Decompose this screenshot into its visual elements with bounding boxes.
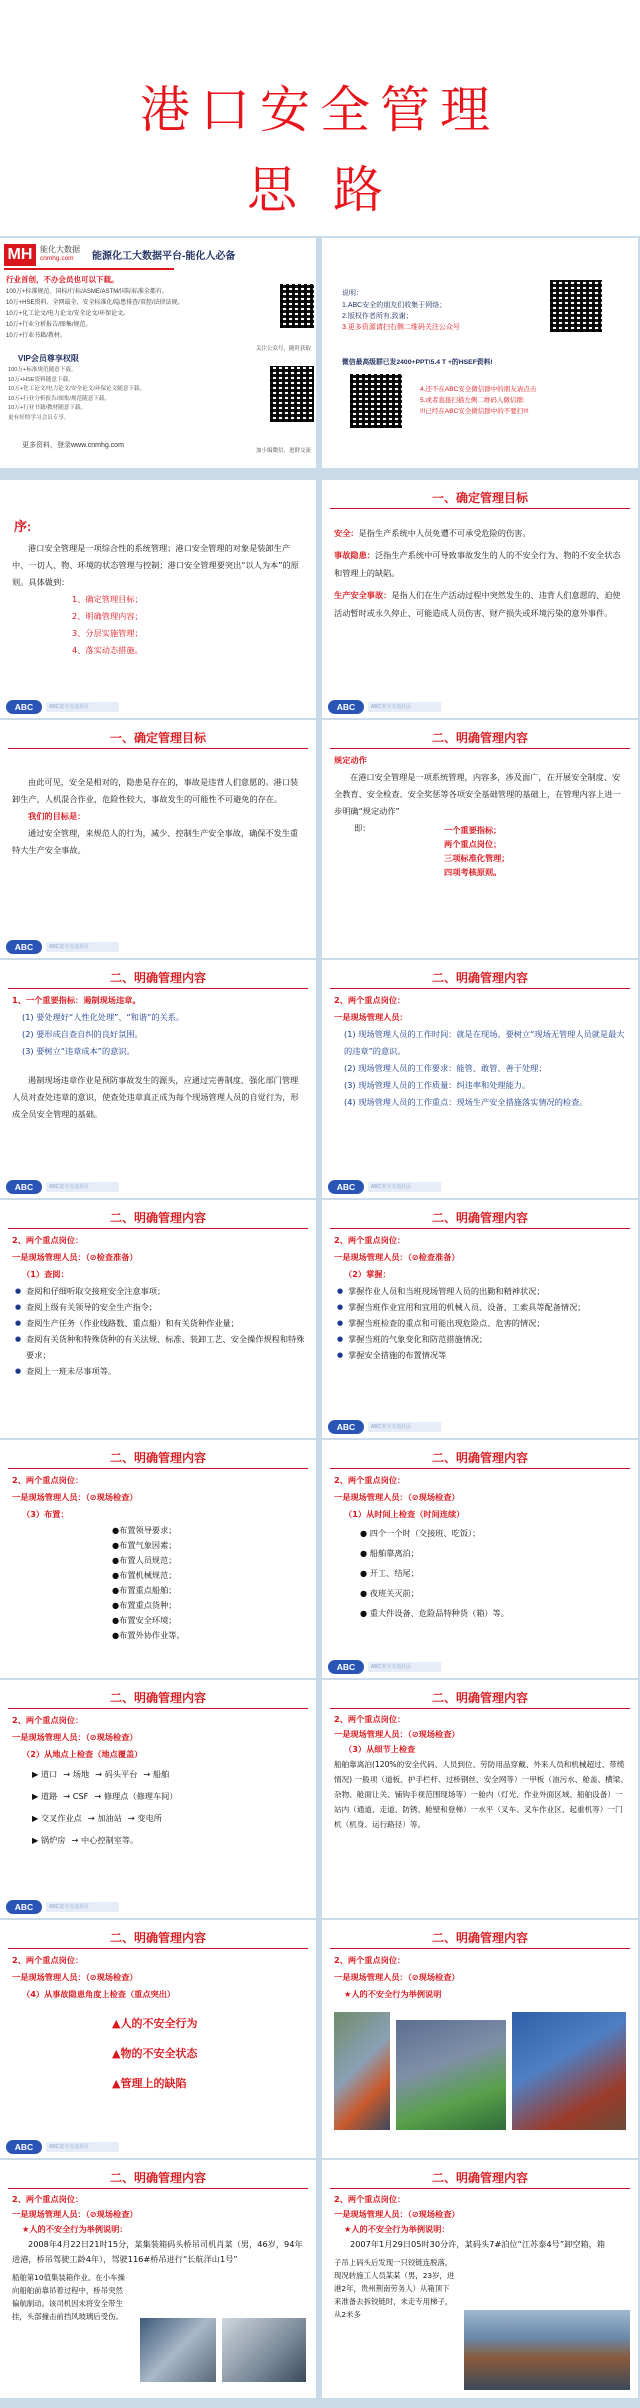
title-rule (8, 988, 308, 989)
heading: ★人的不安全行为举例说明 (344, 1989, 442, 1999)
heading: 一是现场管理人员：（⊘现场检查） (334, 2209, 460, 2219)
paragraph: 2008年4月22日21时15分，某集装箱码头桥吊司机肖某（男，46岁，94年进港，桥吊驾驶工龄4年），驾驶116#桥吊进行“长航洋山1号” (12, 2239, 303, 2264)
brand-logo: MH (4, 244, 36, 266)
slide-grasp (322, 1200, 638, 1438)
slide-title: 一、确定管理目标 (109, 731, 206, 745)
definition-term: 事故隐患： (334, 550, 375, 560)
list-item: (3) 要树立“违章成本”的意识。 (22, 1046, 135, 1056)
list-text: 管理上的缺陷 (120, 2077, 187, 2090)
qr-caption: 加小编微信，进群交流 (256, 448, 312, 454)
title-rule (8, 1708, 308, 1709)
heading: （2）掌握： (344, 1269, 391, 1279)
ad-items (6, 287, 186, 342)
list-item: 四项考核原则。 (444, 867, 502, 877)
list-item: ● 掌握当班检查的重点和可能出现危险点、危害的情况； (348, 1315, 628, 1331)
list-item: ● 开工、结尾； (360, 1568, 419, 1578)
notice-line: 1.ABC安全的朋友们收集于网络； (342, 302, 447, 309)
list-text: 布置气象因素； (119, 1540, 177, 1550)
flow-node: 船舶 (152, 1769, 170, 1779)
title-rule (330, 748, 630, 749)
list-item: 3、分层实施管理； (72, 628, 143, 638)
definition-term: 安全： (334, 528, 359, 538)
heading: 一是现场管理人员：（⊘现场检查） (334, 1972, 460, 1982)
subheading: 规定动作 (334, 755, 367, 765)
slide-body (334, 524, 628, 622)
slide-title: 二、明确管理内容 (431, 2171, 528, 2185)
slide-key-indicator (0, 960, 316, 1198)
ad-item: 10万+化工论文/电力论文/安全论文/环保论文。 (6, 311, 130, 317)
flow-node: 加油站 (97, 1813, 122, 1823)
notice-red-line: 4.还不在ABC安全微信群中的朋友请点击 (420, 386, 537, 393)
list-text: 布置人员规范； (119, 1555, 177, 1565)
qr-code-icon (270, 366, 314, 422)
list-text: 物的不安全状态 (120, 2047, 198, 2060)
title-rule (330, 1468, 630, 1469)
heading: 一是现场管理人员：（⊘检查准备） (12, 1252, 138, 1262)
list-item: (2) 现场管理人员的工作要求：能管、敢管、善于处理； (344, 1063, 547, 1073)
slide-title: 二、明确管理内容 (109, 1931, 206, 1945)
deck-photo (512, 2012, 626, 2130)
title-rule (330, 1708, 630, 1709)
slide-goal-definitions (322, 480, 638, 718)
title-rule (8, 1468, 308, 1469)
flow-node: 修理点（修理车间） (103, 1791, 178, 1801)
list-item: ●布置重点货种； (112, 1600, 177, 1610)
heading: 2、两个重点岗位： (12, 1955, 84, 1965)
slide-footer (328, 1420, 478, 1434)
slide-body (12, 1712, 306, 1851)
slide-body (334, 992, 628, 1111)
heading: 一是现场管理人员：（⊘现场检查） (12, 2209, 138, 2219)
list-text: 四个一个时（交接班、吃饭）； (369, 1528, 481, 1538)
list-text: 分层实施管理； (85, 628, 143, 638)
list-item: ● 夜班关灭前； (360, 1588, 419, 1598)
footer-text: ABC安全交流社区 (368, 702, 441, 712)
goal-label: 我们的目标是： (28, 811, 86, 821)
slide-preface (0, 480, 316, 718)
list-text: 布置重点货种； (119, 1600, 177, 1610)
vip-item: 10万+行业分析报告/图集/规范随意下载。 (8, 395, 111, 402)
slide-body (12, 774, 306, 859)
slide-footer (328, 700, 478, 714)
slide-title: 二、明确管理内容 (109, 971, 206, 985)
list-text: 确定管理目标； (85, 594, 143, 604)
qr-code-icon (550, 280, 602, 332)
list-text: 人的不安全行为 (120, 2017, 198, 2030)
vip-item: 10万+行业书籍/教材随意下载。 (8, 405, 87, 411)
cover-subtitle: 思 路 (247, 161, 393, 219)
definition-text: 泛指生产系统中可导致事故发生的人的不安全行为、物的不安全状态和管理上的缺陷。 (334, 550, 621, 578)
slide-footer (6, 2140, 156, 2154)
title-rule (330, 1228, 630, 1229)
list-item: ● 查阅和仔细听取交接班安全注意事项； (26, 1283, 306, 1299)
list-item: ● 掌握当班的气象变化和防范措施情况； (348, 1331, 628, 1347)
list-item: ●布置重点船舶； (112, 1585, 177, 1595)
definition-row (334, 524, 628, 542)
slide-body (334, 1952, 628, 2003)
flow-node: 中心控制室等。 (80, 1835, 139, 1845)
heading: 1、一个重要指标：遏制现场违章。 (12, 995, 141, 1005)
slide-unsafe-example-2 (322, 2160, 638, 2398)
slide-two-posts (322, 960, 638, 1198)
list-text: 重大件设备、危险品特种货（箱）等。 (369, 1608, 509, 1618)
list-item: 一个重要指标； (444, 825, 502, 835)
ad-divider (4, 268, 174, 270)
heading: （3）从细节上检查 (344, 1744, 416, 1754)
list-text: 落实动态措施。 (85, 645, 143, 655)
list-text: 布置机械规范； (119, 1570, 177, 1580)
group-line: 微信最高级群已发2400+PPT\5.4 T +的HSEF资料! (342, 359, 493, 366)
list-text: 布置安全环境； (119, 1615, 177, 1625)
list-text: 开工、结尾； (369, 1568, 419, 1578)
list-item: ●布置领导要求； (112, 1525, 177, 1535)
flow-node: 变电所 (137, 1813, 162, 1823)
paragraph: 2007年1月29日05时30分许，某码头7#泊位“江苏泰4号”卸空箱，箱 (350, 2239, 606, 2249)
slide-title: 二、明确管理内容 (431, 1931, 528, 1945)
title-rule (330, 2188, 630, 2189)
list-item: 两个重点岗位； (444, 839, 502, 849)
heading: （1）从时间上检查（时间连续） (344, 1509, 465, 1519)
list-item: (1) 要处理好“人性化处理”、“和谐”的关系。 (22, 1012, 185, 1022)
slide-body (12, 1952, 306, 2099)
vip-item: 更有好的学习会员专享。 (8, 414, 70, 421)
title-rule (8, 1948, 308, 1949)
paragraph: 船舶第10值集装箱作业。在小车操向船舶前靠吊着过程中，桥吊突然偏航制动。该司机因未将安全带生挂，头部撞击前挡风玻璃后受伤。 (12, 2273, 125, 2321)
footer-text: ABC安全交流社区 (46, 1182, 119, 1192)
list-item: ●布置机械规范； (112, 1570, 177, 1580)
worker-photo (334, 2012, 390, 2130)
list-item: ●布置人员规范； (112, 1555, 177, 1565)
slide-body (12, 540, 306, 659)
abc-logo: ABC (6, 700, 42, 714)
qr-code-icon (350, 374, 402, 428)
notice-label: 说明： (342, 290, 363, 297)
list-item: ● 掌握安全措施的布置情况等 (348, 1347, 628, 1363)
slide-title: 一、确定管理目标 (431, 491, 528, 505)
heading: （1）查阅： (22, 1269, 69, 1279)
slide-title: 二、明确管理内容 (109, 1451, 206, 1465)
heading: ★人的不安全行为举例说明： (22, 2224, 128, 2234)
control-photo (222, 2318, 306, 2382)
slide-title: 二、明确管理内容 (109, 1691, 206, 1705)
ad-item: 10万+行业书籍/教材。 (6, 333, 66, 339)
slide-body (334, 2192, 628, 2321)
list-item: ●布置安全环境； (112, 1615, 177, 1625)
label: 即： (354, 823, 371, 833)
slide-body (334, 1232, 628, 1363)
notice-red-line: !!!已经在ABC安全微信群中的不要扫!!! (420, 408, 529, 415)
slide-title: 二、明确管理内容 (109, 1211, 206, 1225)
brand-name: 能化大数据 (40, 245, 80, 254)
slide-body (334, 752, 628, 879)
list-item: ● 查阅生产任务（作业线路数、重点船）和有关货种作业量； (26, 1315, 306, 1331)
flow-row: ▶ 道口 → 场地 → 码头平台 → 船舶 (32, 1763, 306, 1785)
list-text: 布置外协作业等。 (119, 1630, 185, 1640)
abc-logo: ABC (6, 940, 42, 954)
footer-text: ABC安全交流社区 (368, 1662, 441, 1672)
footer-text: ABC安全交流社区 (46, 1902, 119, 1912)
slide-unsafe-example-1 (0, 2160, 316, 2398)
slide-title: 二、明确管理内容 (431, 1691, 528, 1705)
slide-content-rules (322, 720, 638, 958)
list-item: ● 船舶靠离泊； (360, 1548, 419, 1558)
footer-text: ABC安全交流社区 (46, 942, 119, 952)
abc-logo: ABC (6, 1180, 42, 1194)
heading: 一是现场管理人员：（⊘检查准备） (334, 1252, 460, 1262)
container-photo (464, 2310, 630, 2390)
list-item: ▲管理上的缺陷 (112, 2077, 187, 2090)
cabin-photo (140, 2318, 216, 2382)
flow-node: 锅炉房 (40, 1835, 66, 1845)
heading: ★人的不安全行为举例说明： (344, 2224, 450, 2234)
ad-item: 100万+标准规范、国标/行标/ASME/ASTM/国际标准全都有。 (6, 289, 168, 295)
heading: 2、两个重点岗位： (334, 1475, 406, 1485)
slide-footer (6, 1900, 156, 1914)
cover-title: 港口安全管理 (140, 81, 500, 139)
flow-node: 码头平台 (104, 1769, 138, 1779)
heading: 2、两个重点岗位： (12, 1715, 84, 1725)
list-text: 布置领导要求； (119, 1525, 177, 1535)
list-item: 1、确定管理目标； (72, 594, 143, 604)
slide-body (12, 1232, 306, 1379)
ship-photo (396, 2020, 506, 2130)
list-item: (2) 要形成自查自纠的良好氛围。 (22, 1029, 143, 1039)
list-item: ● 查阅有关货种和特殊货种的有关法规、标准、装卸工艺、安全操作规程和特殊要求； (26, 1331, 306, 1363)
qr-code-icon (280, 284, 314, 328)
slide-hazard-check (0, 1920, 316, 2158)
list-item: (1) 现场管理人员的工作时间：就是在现场。要树立“现场无管理人员就是最大的违章”的意识。 (344, 1029, 625, 1056)
footer-text: ABC安全交流社区 (46, 702, 119, 712)
footer-text: ABC安全交流社区 (368, 1182, 441, 1192)
ad-item: 10万+HSE资料、全网最全、安全标准化/隐患排查/双控/法律法规。 (6, 300, 184, 306)
heading: 2、两个重点岗位： (334, 1235, 406, 1245)
list-item: ●布置气象因素； (112, 1540, 177, 1550)
heading: 2、两个重点岗位： (334, 1955, 406, 1965)
notice-slide (322, 238, 638, 468)
heading: 2、两个重点岗位： (334, 995, 406, 1005)
flow-node: 交叉作业点 (40, 1813, 82, 1823)
paragraph: 船舶靠离泊(120%的安全代码、人员到位、劳防用品穿戴、外来人员和机械超过、带缆情况) 一般项（道板、护手栏杆、过桥钢丝、安全网等）一甲板（油污水、舱盖、横梁、杂物、舱面让关、铺钩手视范围现场等）一舱内（灯光、作业外面区域、船舶设备）一站内（通道、走道、防锈、舱壁和登梯）一水平（叉车、叉车作业区、起重机等）一门机（机身、运行路径）等。 (334, 1760, 628, 1829)
flow-row: ▶ 锅炉房 → 中心控制室等。 (32, 1829, 306, 1851)
definition-text: 是指人们在生产活动过程中突然发生的、违背人们意愿的、迫使活动暂时或永久停止、可能造成人员伤害、财产损失或环境污染的意外事件。 (334, 590, 621, 618)
slide-body (334, 1712, 628, 1832)
title-rule (330, 508, 630, 509)
abc-logo: ABC (328, 700, 364, 714)
heading: 一是现场管理人员：（⊘现场检查） (12, 1492, 138, 1502)
heading: 一是现场管理人员：（⊘现场检查） (12, 1972, 138, 1982)
notice-red-line: 5.或者直接扫描左侧二维码人微信群: (420, 397, 525, 404)
slide-arrange (0, 1440, 316, 1678)
heading: （4）从事故隐患角度上检查（重点突出） (22, 1989, 176, 1999)
list-text: 布置重点船舶； (119, 1585, 177, 1595)
vip-item: 100万+标准规范随意下载。 (8, 367, 77, 373)
list-item: ● 重大件设备、危险品特种货（箱）等。 (360, 1608, 509, 1618)
title-rule (8, 748, 308, 749)
flow-node: 道路 (40, 1791, 58, 1801)
footer-text: ABC安全交流社区 (46, 2142, 119, 2152)
brand-url: cnmhg.com (40, 255, 74, 262)
heading: 2、两个重点岗位： (12, 1475, 84, 1485)
abc-logo: ABC (328, 1660, 364, 1674)
title-rule (8, 2188, 308, 2189)
slide-body (334, 1472, 628, 1623)
qr-caption: 关注公众号，随时获取 (256, 346, 312, 352)
notice-line: 3.更多资源请扫右侧二维码关注公众号 (342, 324, 460, 331)
slide-unsafe-example-photos (322, 1920, 638, 2158)
list-item: (3) 现场管理人员的工作质量：纠违率和处理能力。 (344, 1080, 531, 1090)
flow-node: 道口 (40, 1769, 58, 1779)
slide-title: 二、明确管理内容 (431, 1451, 528, 1465)
ad-slide (0, 238, 316, 468)
paragraph: 由此可见，安全是相对的，隐患是存在的，事故是违背人们意愿的。港口装卸生产，人机混合作业，危险性较大，事故发生的可能性不可避免的存在。 (12, 777, 299, 804)
list-item: ▲物的不安全状态 (112, 2047, 198, 2060)
abc-logo: ABC (6, 1900, 42, 1914)
heading: 一是现场管理人员：（⊘现场检查） (12, 1732, 138, 1742)
slide-title: 二、明确管理内容 (431, 971, 528, 985)
list-text: 明确管理内容； (85, 611, 143, 621)
list-text: 夜班关灭前； (369, 1588, 419, 1598)
flow-row: ▶ 道路 → CSF → 修理点（修理车间） (32, 1785, 306, 1807)
slide-review (0, 1200, 316, 1438)
ad-item: 10万+行业分析报告/图集/规范。 (6, 322, 92, 328)
definition-text: 是指生产系统中人员免遭不可承受危险的伤害。 (358, 528, 531, 538)
heading: （2）从地点上检查（地点覆盖） (22, 1749, 143, 1759)
definition-row (334, 586, 628, 622)
list-item: ●布置外协作业等。 (112, 1630, 185, 1640)
list-item: ● 查阅上一班未尽事项等。 (26, 1363, 306, 1379)
title-rule (8, 1228, 308, 1229)
ad-more[interactable]: 更多资料，登录www.cnmhg.com (22, 442, 124, 449)
notice-lines (342, 300, 460, 333)
title-rule (330, 1948, 630, 1949)
slide-time-check (322, 1440, 638, 1678)
paragraph: 港口安全管理是一项综合性的系统管理；港口安全管理的对象是装卸生产中、一切人、物、环境的状态管理与控制；港口安全管理要突出“以人为本”的原则。具体做到： (12, 543, 299, 587)
flow-node: CSF (72, 1791, 89, 1801)
list-item: ● 掌握当班作业宜用和宜用的机械人员、设备、工索具等配备情况； (348, 1299, 628, 1315)
heading: 一是现场管理人员：（⊘现场检查） (334, 1729, 460, 1739)
paragraph: 遏制现场违章作业是预防事故发生的源头，应通过完善制度、强化部门管理人员对查处违章的意识，使查处违章真正成为每个现场管理人员的自觉行为，形成全员安全管理的基础。 (12, 1075, 299, 1119)
slide-title: 二、明确管理内容 (109, 2171, 206, 2185)
heading: 一是现场管理人员：（⊘现场检查） (334, 1492, 460, 1502)
paragraph: 子吊上码头后发现一只铰链连脱落，现况转施工人员某某（男，23岁，进港2年，贵州荆南劳务人）从箱顶下来准备去拆铰链时，未走专用梯子，从2米多 (334, 2258, 455, 2319)
vip-item: 10万+化工论文/电力论文/安全论文/环保论文随意下载。 (8, 386, 146, 392)
heading: 2、两个重点岗位： (12, 1235, 84, 1245)
slide-body (12, 2192, 306, 2323)
list-item: ● 掌握作业人员和当班现场管理人员的出勤和精神状况； (348, 1283, 628, 1299)
ad-join: 行业首创，不办会员也可以下载。 (6, 275, 119, 284)
heading: （3）布置： (22, 1509, 69, 1519)
slide-footer (6, 940, 156, 954)
vip-item: 10万+HSE资料随意下载。 (8, 376, 74, 383)
definition-row (334, 546, 628, 582)
slide-goal (0, 720, 316, 958)
slide-footer (6, 1180, 156, 1194)
slide-title: 序: (14, 519, 32, 534)
list-item: ● 四个一个时（交接班、吃饭）； (360, 1528, 481, 1538)
list-item: ● 查阅上级有关领导的安全生产指令； (26, 1299, 306, 1315)
slide-location-check (0, 1680, 316, 1918)
slide-footer (6, 700, 156, 714)
slide-title: 二、明确管理内容 (431, 731, 528, 745)
list-item: (4) 现场管理人员的工作重点：现场生产安全措施落实情况的检查。 (344, 1097, 588, 1107)
list-item: 4、落实动态措施。 (72, 645, 143, 655)
title-rule (330, 988, 630, 989)
slide-body (12, 1472, 306, 1643)
paragraph: 在港口安全管理是一项系统管理，内容多，涉及面广，在开展安全制度、安全教育、安全检查、安全奖惩等各项安全基础管理的基础上，在管理内容上进一步明确“规定动作” (334, 772, 621, 816)
notice-line: 2.版权作者所有,致谢； (342, 313, 413, 320)
abc-logo: ABC (328, 1180, 364, 1194)
ad-headline: 能源化工大数据平台-能化人必备 (92, 251, 236, 262)
list-item: 三项标准化管理； (444, 853, 510, 863)
heading: 2、两个重点岗位： (334, 2194, 406, 2204)
slide-footer (328, 1660, 478, 1674)
flow-row: ▶ 交叉作业点 → 加油站 → 变电所 (32, 1807, 306, 1829)
definition-term: 生产安全事故： (334, 590, 392, 600)
list-item: 2、明确管理内容； (72, 611, 143, 621)
slide-footer (328, 1180, 478, 1194)
vip-title: VIP会员尊享权限 (18, 354, 79, 363)
footer-text: ABC安全交流社区 (368, 1422, 441, 1432)
heading: 2、两个重点岗位： (334, 1714, 406, 1724)
paragraph: 通过安全管理，来规范人的行为，减少、控制生产安全事故，确保不发生重特大生产安全事故。 (12, 828, 299, 855)
heading: 一是现场管理人员： (334, 1012, 408, 1022)
flow-node: 场地 (72, 1769, 90, 1779)
slide-body (12, 992, 306, 1123)
slide-title: 二、明确管理内容 (431, 1211, 528, 1225)
vip-items (8, 366, 188, 423)
list-text: 船舶靠离泊； (369, 1548, 419, 1558)
abc-logo: ABC (328, 1420, 364, 1434)
abc-logo: ABC (6, 2140, 42, 2154)
slide-detail-check (322, 1680, 638, 1918)
heading: 2、两个重点岗位： (12, 2194, 84, 2204)
list-item: ▲人的不安全行为 (112, 2017, 198, 2030)
notice-red (420, 384, 536, 417)
cover-slide (0, 0, 640, 236)
